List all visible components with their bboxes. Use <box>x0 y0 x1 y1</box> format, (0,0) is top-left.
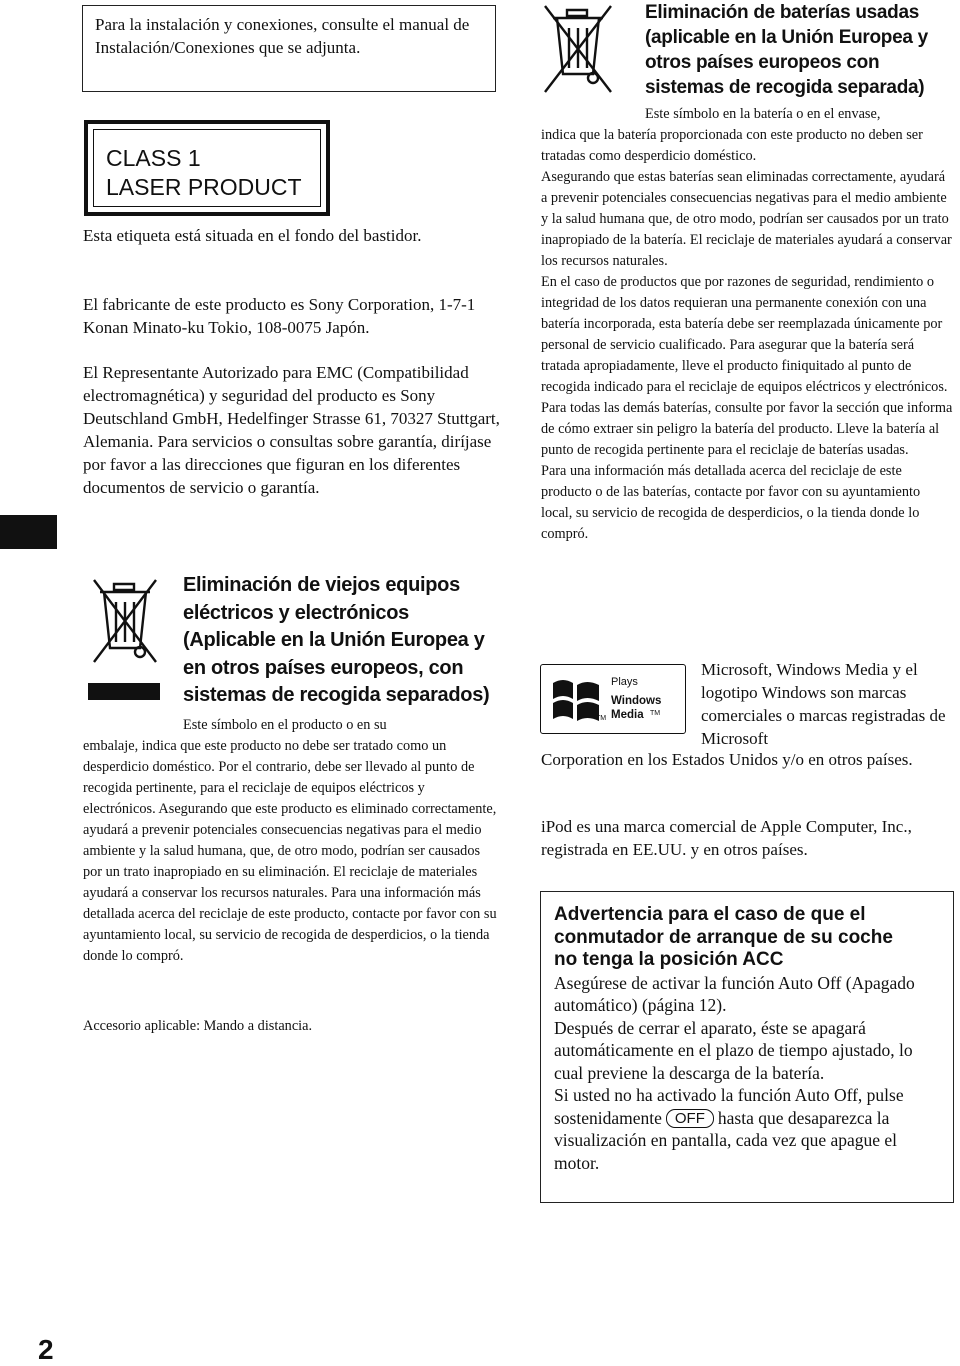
acc-heading-line: Advertencia para el caso de que el <box>554 904 866 925</box>
page-number: 2 <box>38 1334 54 1365</box>
weee-heading-line: (Aplicable en la Unión Europea y <box>183 629 485 651</box>
logo-media-tm: TM <box>650 710 661 717</box>
battery-heading-line: Eliminación de baterías usadas <box>645 2 919 23</box>
acc-heading <box>554 904 940 972</box>
plays-windows-media-logo <box>540 664 686 734</box>
battery-heading <box>645 0 955 100</box>
acc-heading-line: no tenga la posición ACC <box>554 949 784 970</box>
acc-paragraph-text: hasta que desaparezca la visualización en pantalla, cada vez que apague el motor. <box>554 1107 898 1173</box>
windows-flag-icon <box>551 675 601 723</box>
weee-body-text: embalaje, indica que este producto no debe ser tratado como un desperdicio doméstico. Por el contrario, debe ser llevado al punto de recogida pertinente, para el reciclaje de equipos eléctricos y electrónicos. Asegurando que este producto es eliminado correctamente, ayudará a prevenir potenciales consecuencias negativas para el medio ambiente y la salud humana, que, de otro modo, podrían ser causados por un trato inapropiado en su eliminación. El reciclaje de materiales ayudará a conservar los recursos naturales. Para una información más detallada acerca del reciclaje de este producto, contacte por favor con su ayuntamiento local, su servicio de recogida de desperdicios, o la tienda donde lo compró. <box>83 738 497 964</box>
weee-heading-line: eléctricos y electrónicos <box>183 601 409 624</box>
weee-heading <box>183 572 503 710</box>
installation-notice-box <box>82 5 496 92</box>
logo-plays-text: Plays <box>611 676 638 688</box>
battery-heading-line: (aplicable en la Unión Europea y <box>645 27 928 48</box>
laser-product-label <box>84 120 330 216</box>
battery-paragraph: Asegurando que estas baterías sean eliminadas correctamente, ayudará a prevenir potenciales consecuencias negativas para el medio ambiente y la salud humana que, de otro modo, podrían ser causados por un trato inapropiado de la batería. El reciclaje de materiales ayudará a conservar los recursos naturales. <box>541 169 952 269</box>
weee-heading-line: sistemas de recogida separados) <box>183 684 490 706</box>
acc-paragraph-text: Si usted no ha activado la función Auto Off, pulse sostenidamente <box>554 1085 904 1128</box>
battery-paragraph: Para todas las demás baterías, consulte por favor la sección que informa de cómo extraer sin peligro la batería del producto. Lleve la batería al punto de recogida pertinente para el reciclaje de baterías usadas. <box>541 400 953 458</box>
logo-media-text: Media <box>611 709 644 721</box>
laser-class-text: CLASS 1 <box>106 145 201 171</box>
battery-paragraph: indica que la batería proporcionada con este producto no deben ser tratadas como desperdicio doméstico. <box>541 127 923 164</box>
acc-heading-line: conmutador de arranque de su coche <box>554 926 893 948</box>
trademark-ipod-text: iPod es una marca comercial de Apple Computer, Inc., registrada en EE.UU. y en otros países. <box>541 817 912 859</box>
battery-lead-text: Este símbolo en la batería o en el envase, <box>645 106 881 122</box>
battery-body <box>541 125 955 545</box>
weee-heading-line: en otros países europeos, con <box>183 656 464 679</box>
acc-paragraph: Asegúrese de activar la función Auto Off (Apagado automático) (página 12). <box>554 972 915 1015</box>
crossed-out-battery-bin-icon <box>541 4 615 96</box>
battery-heading-line: sistemas de recogida separada) <box>645 77 925 98</box>
laser-label-inner-frame <box>93 129 321 207</box>
logo-windows-tm: TM <box>596 715 607 722</box>
accessory-text: Accesorio aplicable: Mando a distancia. <box>83 1018 313 1034</box>
laser-product-text: LASER PRODUCT <box>106 174 302 200</box>
weee-heading-line: Eliminación de viejos equipos <box>183 574 460 596</box>
battery-paragraph: Para una información más detallada acerca del reciclaje de este producto o de las baterías, contacte por favor con su ayuntamiento local, su servicio de recogida de desperdicios, o la tienda donde lo compró. <box>541 463 921 542</box>
acc-paragraph: Después de cerrar el aparato, éste se apagará automáticamente en el plazo de tiempo ajustado, lo cual previene la descarga de la batería. <box>554 1017 913 1083</box>
acc-paragraph <box>554 1084 940 1174</box>
weee-lead-text: Este símbolo en el producto o en su <box>183 717 387 733</box>
acc-body <box>554 972 940 1175</box>
manufacturer-text: El fabricante de este producto es Sony Corporation, 1-7-1 Konan Minato-ku Tokio, 108-0075 Japón. <box>83 295 476 337</box>
battery-heading-line: otros países europeos con <box>645 52 880 73</box>
logo-windows-text: Windows <box>611 695 662 707</box>
battery-paragraph: En el caso de productos que por razones de seguridad, rendimiento o integridad de los datos requieran una permanente conexión con una batería incorporada, esta batería debe ser reemplazada únicamente por personal de servicio cualificado. Para asegurar que la batería será tratada apropiadamente, lleve el producto finiquitado al punto de recogida indicado para el reciclaje de equipos eléctricos y electrónicos. <box>541 274 948 395</box>
acc-warning-box <box>540 891 954 1203</box>
off-button[interactable]: OFF <box>666 1109 714 1128</box>
crossed-out-bin-icon <box>88 572 162 702</box>
trademark-windows-part1: Microsoft, Windows Media y el logotipo Windows son marcas comerciales o marcas registradas de Microsoft <box>701 660 946 748</box>
representative-text: El Representante Autorizado para EMC (Compatibilidad electromagnética) y seguridad del producto es Sony Deutschland GmbH, Hedelfinger Strasse 61, 70327 Stuttgart, Alemania. Para servicios o consultas sobre garantía, diríjase por favor a las direcciones que figuran en los diferentes documentos de servicio o garantía. <box>83 363 500 497</box>
installation-notice-text: Para la instalación y conexiones, consulte el manual de Instalación/Conexiones que se adjunta. <box>95 15 470 57</box>
section-tab-marker <box>0 515 57 549</box>
label-location-text: Esta etiqueta está situada en el fondo del bastidor. <box>83 226 422 245</box>
trademark-windows-part2: Corporation en los Estados Unidos y/o en otros países. <box>541 750 913 769</box>
